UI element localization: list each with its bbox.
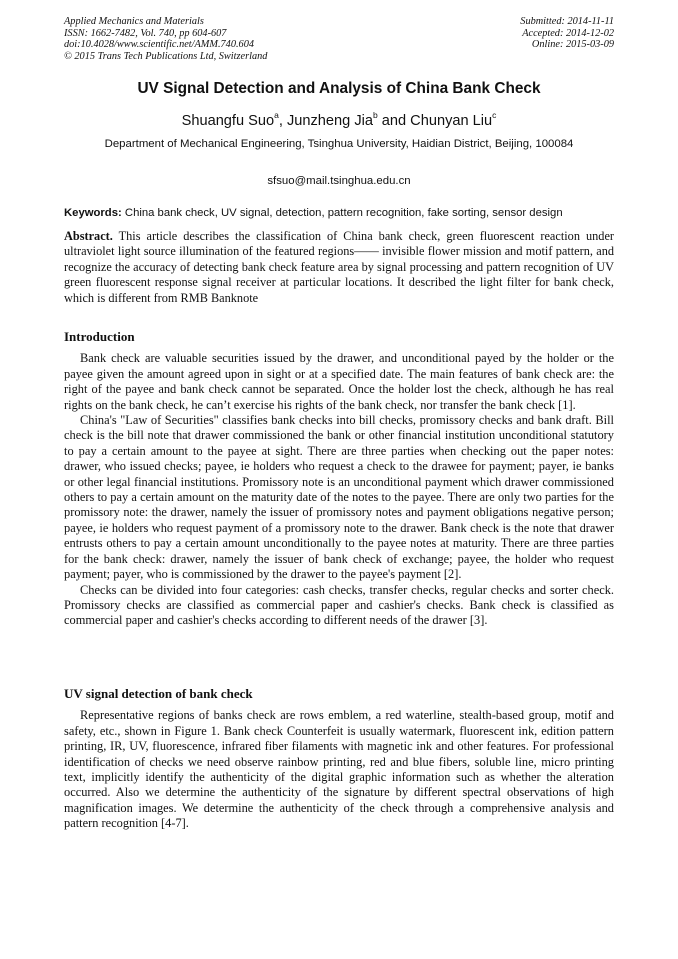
keywords-label: Keywords:: [64, 207, 122, 219]
author-2-affil-mark: b: [372, 110, 378, 120]
author-2: , Junzheng Jia: [278, 112, 373, 129]
online-date: Online: 2015-03-09: [531, 39, 614, 51]
issn-line: ISSN: 1662-7482, Vol. 740, pp 604-607: [64, 27, 227, 39]
affiliation: Department of Mechanical Engineering, Tsinghua University, Haidian District, Beijing, 100084: [104, 138, 574, 150]
journal-name: Applied Mechanics and Materials: [64, 16, 204, 27]
accepted-date: Accepted: 2014-12-02: [522, 27, 614, 39]
author-3: and Chunyan Liu: [377, 112, 493, 129]
keywords-text: China bank check, UV signal, detection, pattern recognition, fake sorting, sensor design: [121, 207, 563, 219]
abstract-text: This article describes the classification of China bank check, green fluorescent reaction under ultraviolet light source illumination of the featured regions—— invisible flower mission and motif pattern, and recognize the accuracy of detecting bank check feature area by signal processing and pattern recognition of UV green fluorescent response signal receiver at particular locations. It described the light filter for bank check, which is different from RMB Banknote: [64, 229, 614, 305]
author-3-affil-mark: c: [492, 110, 497, 120]
introduction-section: [64, 329, 614, 629]
doi-line: doi:10.4028/www.scientific.net/AMM.740.604: [64, 39, 254, 51]
abstract: [64, 229, 614, 306]
author-1-affil-mark: a: [274, 110, 279, 120]
copyright-line: © 2015 Trans Tech Publications Ltd, Switzerland: [64, 50, 268, 62]
paper-title: UV Signal Detection and Analysis of China Bank Check: [137, 80, 541, 97]
dates-info: [520, 16, 614, 51]
uv-detection-heading: UV signal detection of bank check: [64, 686, 253, 701]
submitted-date: Submitted: 2014-11-11: [520, 16, 614, 27]
introduction-paragraph: China's "Law of Securities" classifies bank checks into bill checks, promissory checks and bank draft. Bill check is the bill note that drawer commissioned the bank or other financial institution unconditional statutory to pay a certain amount to the payee at sight. There are three parties when checking out the paper notes: drawer, who issued checks; payee, ie holders who request a check to the drawee for payment; payer, ie banks or other legal financial institutions. Promissory note is an unconditional payment which drawer commissioned others to pay a certain amount on the maturity date of the notes to the payee. There are only two parties for the promissory note: the drawer, namely the issuer of promissory notes and payment obligations negative person; payee, ie holders who request payment of a promissory note to the drawer. Bank check is the note that drawer entrusts others to pay a certain amount unconditionally to the payee notes at maturity. There are three parties for the bank check: drawer, namely the issuer of bank check of exchange; payee, the holder who request payment; payer, who is commissioned by the drawer to the payee's payment [2].: [64, 413, 614, 582]
author-email: sfsuo@mail.tsinghua.edu.cn: [267, 175, 411, 187]
introduction-heading: Introduction: [64, 329, 135, 344]
keywords: [64, 207, 624, 219]
author-1: Shuangfu Suo: [181, 112, 275, 129]
abstract-label: Abstract.: [64, 229, 113, 243]
uv-detection-paragraph: Representative regions of banks check are rows emblem, a red waterline, stealth-based group, motif and safety, etc., shown in Figure 1. Bank check Counterfeit is usually watermark, fluorescent ink, edition pattern printing, IR, UV, fluorescence, infrared fiber filaments with magnetic ink and other features. For professional identification of checks we need observe rainbow printing, red and blue fibers, soluble line, micro printing text, implicitly identify the authenticity of the digital graphic information such as whether the alteration occurred. Also we determine the authenticity of the signature by different spectral observations of high magnification images. We determine the authenticity of the check through a comprehensive analysis and pattern recognition [4-7].: [64, 708, 614, 831]
uv-detection-section: [64, 686, 614, 832]
introduction-paragraph: Bank check are valuable securities issued by the drawer, and unconditional payed by the holder or the payee given the amount agreed upon in sight or at a specified date. The main features of bank check are: the right of the payee and bank check cannot be separated. Once the holder lost the check, although he has real rights on the bank check, he can’t exercise his rights of the bank check, nor transfer the bank check [1].: [64, 351, 614, 412]
author-list: [0, 111, 678, 129]
journal-info: [64, 16, 267, 62]
introduction-paragraph: Checks can be divided into four categories: cash checks, transfer checks, regular checks and sorter check. Promissory checks are classified as commercial paper and cashier's checks. Bank check is classified as commercial paper and cashier's checks according to different needs of the drawer [3].: [64, 582, 614, 628]
